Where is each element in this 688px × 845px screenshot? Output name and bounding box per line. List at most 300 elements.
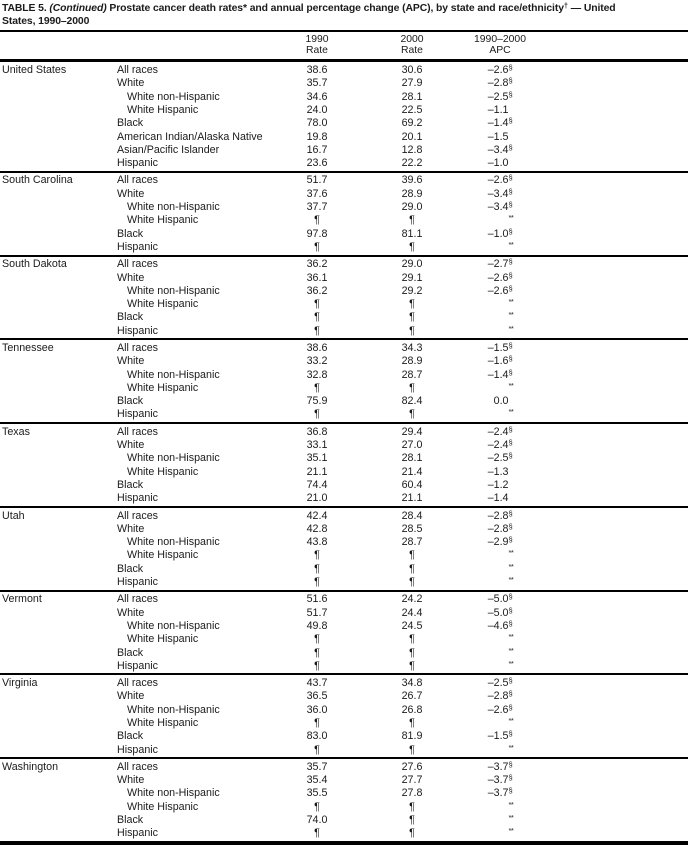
rate-1990-value: 34.6 (306, 90, 328, 103)
header-rate-2000 (355, 35, 469, 57)
apc-value (469, 174, 531, 186)
rate-1990-value: 49.8 (306, 619, 328, 632)
table-row (0, 536, 688, 549)
apc-value (469, 408, 531, 420)
apc-marker: § (508, 367, 513, 377)
table-row (0, 438, 688, 451)
race-label: Hispanic (117, 324, 158, 337)
table-row (0, 800, 688, 813)
rate-2000-value: 27.0 (401, 439, 423, 452)
state-label: Vermont (2, 593, 42, 606)
apc-value (469, 342, 531, 354)
apc-value (469, 466, 531, 478)
apc-value (469, 369, 531, 381)
rate-2000-value: 27.9 (401, 77, 423, 90)
table-row (0, 103, 688, 116)
apc-marker: § (508, 729, 513, 739)
rate-1990-value: 43.7 (306, 677, 328, 690)
race-label: White (117, 774, 145, 787)
apc-marker: § (508, 438, 513, 448)
header-rate-1990-year: 1990 (305, 33, 329, 45)
table-title-line2: States, 1990–2000 (2, 15, 90, 27)
race-label: All races (117, 677, 158, 690)
rate-1990-value: 36.8 (306, 425, 328, 438)
rate-2000-value: 28.1 (401, 452, 423, 465)
apc-value (469, 690, 531, 702)
header-apc (469, 35, 531, 57)
race-label: All races (117, 64, 158, 77)
table-row (0, 341, 688, 354)
rate-2000-value: 28.7 (401, 536, 423, 549)
rate-1990-value: 75.9 (306, 395, 328, 408)
rate-2000-value: 34.8 (401, 677, 423, 690)
apc-value (469, 536, 531, 548)
rate-2000-value: 21.4 (401, 465, 423, 478)
apc-marker: § (508, 535, 513, 545)
table-row (0, 562, 688, 575)
header-rate-1990-label: Rate (306, 44, 328, 56)
table-row (0, 522, 688, 535)
state-section (0, 173, 688, 255)
apc-number: –2.4 (487, 439, 509, 452)
race-label: White non-Hispanic (127, 703, 220, 716)
rate-2000-value: 39.6 (401, 174, 423, 187)
table-title-line1 (2, 3, 686, 16)
race-label: White (117, 271, 145, 284)
table-row (0, 368, 688, 381)
apc-marker: ** (508, 380, 514, 390)
rate-1990-value: 33.1 (306, 439, 328, 452)
table-title-continued: (Continued) (49, 3, 107, 14)
rate-2000-value: 34.3 (401, 341, 423, 354)
rate-2000-value: 28.1 (401, 90, 423, 103)
table-row (0, 619, 688, 632)
race-label: Black (117, 311, 144, 324)
apc-number: –4.6 (487, 619, 509, 632)
apc-number: –1.4 (487, 492, 509, 505)
rate-1990-value: ¶ (314, 576, 320, 589)
rate-1990-value: 37.7 (306, 201, 328, 214)
race-label: White (117, 187, 145, 200)
rate-2000-value: ¶ (409, 381, 415, 394)
rate-1990-value: 32.8 (306, 368, 328, 381)
apc-marker: § (508, 354, 513, 364)
race-label: Black (117, 562, 144, 575)
race-label: White Hispanic (127, 633, 199, 646)
table-row (0, 355, 688, 368)
header-apc-range: 1990–2000 (473, 33, 526, 45)
rate-2000-value: 81.1 (401, 227, 423, 240)
rate-1990-value: 97.8 (306, 227, 328, 240)
state-label: Tennessee (2, 341, 54, 354)
rate-2000-value: 27.6 (401, 760, 423, 773)
apc-marker: ** (508, 239, 514, 249)
rate-2000-value: 26.7 (401, 690, 423, 703)
apc-value (469, 510, 531, 522)
race-label: Hispanic (117, 157, 158, 170)
apc-value (469, 607, 531, 619)
table-row (0, 659, 688, 672)
rate-1990-value: 36.1 (306, 271, 328, 284)
apc-marker: § (508, 592, 513, 602)
apc-marker: § (508, 618, 513, 628)
rate-1990-value: 38.6 (306, 64, 328, 77)
rate-2000-value: ¶ (409, 324, 415, 337)
state-label: Virginia (2, 677, 38, 690)
apc-value (469, 704, 531, 716)
apc-value (469, 814, 531, 826)
rate-1990-value: 16.7 (306, 143, 328, 156)
apc-value (469, 647, 531, 659)
rate-1990-value: 43.8 (306, 536, 328, 549)
apc-marker: § (508, 773, 513, 783)
rate-1990-value: ¶ (314, 827, 320, 840)
rate-2000-value: ¶ (409, 633, 415, 646)
table-row (0, 760, 688, 773)
race-label: Hispanic (117, 408, 158, 421)
apc-value (469, 744, 531, 756)
apc-number: –2.5 (487, 90, 509, 103)
state-label: Utah (2, 509, 25, 522)
apc-marker: ** (508, 742, 514, 752)
apc-number: –3.7 (487, 787, 509, 800)
state-section (0, 340, 688, 422)
rate-2000-value: 29.1 (401, 271, 423, 284)
apc-value (469, 787, 531, 799)
rate-1990-value: ¶ (314, 633, 320, 646)
rate-1990-value: 33.2 (306, 355, 328, 368)
apc-marker: ** (508, 297, 514, 307)
rate-2000-value: 28.9 (401, 187, 423, 200)
rate-1990-value: ¶ (314, 562, 320, 575)
apc-value (469, 576, 531, 588)
rate-1990-value: 35.1 (306, 452, 328, 465)
apc-marker: § (508, 424, 513, 434)
dagger-footnote-mark: † (563, 1, 568, 10)
rate-2000-value: ¶ (409, 814, 415, 827)
table-bottom-rule (0, 841, 688, 845)
race-label: All races (117, 760, 158, 773)
table-row (0, 575, 688, 588)
table-title-tail: — United (567, 3, 616, 14)
race-label: Hispanic (117, 827, 158, 840)
race-label: Hispanic (117, 659, 158, 672)
table-title-body: Prostate cancer death rates* and annual percentage change (APC), by state and race/ethnicity (106, 3, 564, 14)
race-label: Black (117, 395, 144, 408)
apc-marker: § (508, 257, 513, 267)
apc-number: –2.5 (487, 677, 509, 690)
apc-value (469, 188, 531, 200)
apc-value (469, 201, 531, 213)
race-label: All races (117, 425, 158, 438)
apc-value (469, 492, 531, 504)
race-label: Asian/Pacific Islander (117, 143, 220, 156)
apc-number: –1.0 (487, 227, 509, 240)
apc-value (469, 677, 531, 689)
apc-value (469, 131, 531, 143)
state-label: South Dakota (2, 258, 67, 271)
apc-number: –3.7 (487, 774, 509, 787)
apc-value (469, 479, 531, 491)
apc-marker: ** (508, 813, 514, 823)
table-row (0, 395, 688, 408)
apc-number: –2.6 (487, 703, 509, 716)
rate-1990-value: 51.6 (306, 593, 328, 606)
apc-value (469, 660, 531, 672)
apc-marker: § (508, 340, 513, 350)
table-row (0, 200, 688, 213)
race-label: White (117, 439, 145, 452)
rate-2000-value: ¶ (409, 408, 415, 421)
apc-marker: § (508, 173, 513, 183)
apc-value (469, 325, 531, 337)
apc-marker: § (508, 786, 513, 796)
rate-1990-value: ¶ (314, 311, 320, 324)
table-row (0, 156, 688, 169)
state-section (0, 424, 688, 506)
race-label: White non-Hispanic (127, 619, 220, 632)
apc-marker: ** (508, 799, 514, 809)
table-row (0, 143, 688, 156)
apc-number: –1.3 (487, 465, 509, 478)
rate-2000-value: ¶ (409, 646, 415, 659)
rate-1990-value: ¶ (314, 646, 320, 659)
race-label: White Hispanic (127, 381, 199, 394)
apc-number: 0.0 (493, 395, 509, 408)
rate-1990-value: ¶ (314, 214, 320, 227)
apc-value (469, 761, 531, 773)
race-label: White non-Hispanic (127, 90, 220, 103)
apc-value (469, 355, 531, 367)
race-label: Hispanic (117, 240, 158, 253)
apc-value (469, 258, 531, 270)
apc-marker: ** (508, 310, 514, 320)
race-label: Black (117, 646, 144, 659)
table-row (0, 492, 688, 505)
apc-marker: § (508, 759, 513, 769)
header-rate-2000-label: Rate (401, 44, 423, 56)
table-row (0, 452, 688, 465)
apc-number: –1.5 (487, 341, 509, 354)
race-label: White Hispanic (127, 298, 199, 311)
apc-marker: ** (508, 561, 514, 571)
rate-1990-value: 36.5 (306, 690, 328, 703)
rate-2000-value: ¶ (409, 549, 415, 562)
header-rate-2000-year: 2000 (400, 33, 424, 45)
race-label: White Hispanic (127, 717, 199, 729)
apc-number: –2.6 (487, 64, 509, 77)
rate-1990-value: 42.4 (306, 509, 328, 522)
apc-number: –1.5 (487, 130, 509, 143)
apc-number: –3.4 (487, 143, 509, 156)
apc-number: –2.8 (487, 522, 509, 535)
state-section (0, 508, 688, 590)
apc-number: –1.2 (487, 478, 509, 491)
rate-1990-value: ¶ (314, 324, 320, 337)
apc-number: –2.5 (487, 452, 509, 465)
rate-2000-value: ¶ (409, 311, 415, 324)
rate-2000-value: 29.4 (401, 425, 423, 438)
apc-marker: ** (508, 645, 514, 655)
table-row (0, 606, 688, 619)
race-label: White Hispanic (127, 103, 199, 116)
race-label: White non-Hispanic (127, 452, 220, 465)
race-label: White (117, 355, 145, 368)
rate-1990-value: 83.0 (306, 730, 328, 743)
rate-1990-value: 24.0 (306, 103, 328, 116)
apc-value (469, 426, 531, 438)
rate-2000-value: 27.7 (401, 774, 423, 787)
table-row (0, 676, 688, 689)
apc-value (469, 593, 531, 605)
apc-marker: ** (508, 716, 514, 725)
rate-2000-value: 29.0 (401, 258, 423, 271)
apc-number: –3.4 (487, 201, 509, 214)
apc-value (469, 298, 531, 310)
rate-1990-value: 35.7 (306, 77, 328, 90)
apc-marker: § (508, 76, 513, 86)
apc-marker: ** (508, 548, 514, 558)
rate-1990-value: 42.8 (306, 522, 328, 535)
table-body (0, 62, 688, 841)
race-label: White (117, 606, 145, 619)
table-row (0, 716, 688, 729)
apc-marker: § (508, 676, 513, 686)
apc-number: –2.8 (487, 509, 509, 522)
rate-1990-value: ¶ (314, 717, 320, 729)
apc-value (469, 620, 531, 632)
rate-2000-value: 24.4 (401, 606, 423, 619)
rate-2000-value: ¶ (409, 800, 415, 813)
rate-2000-value: 24.5 (401, 619, 423, 632)
table-row (0, 324, 688, 337)
race-label: White Hispanic (127, 549, 199, 562)
rate-2000-value: 20.1 (401, 130, 423, 143)
table-row (0, 227, 688, 240)
apc-marker: § (508, 283, 513, 293)
table-title-label: TABLE 5. (2, 3, 50, 14)
race-label: Black (117, 227, 144, 240)
apc-marker: § (508, 186, 513, 196)
table-row (0, 63, 688, 76)
apc-marker: ** (508, 826, 514, 836)
rate-2000-value: ¶ (409, 576, 415, 589)
apc-value (469, 452, 531, 464)
table-row (0, 77, 688, 90)
rate-2000-value: 69.2 (401, 117, 423, 130)
rate-1990-value: 19.8 (306, 130, 328, 143)
table-row (0, 478, 688, 491)
rate-2000-value: 22.2 (401, 157, 423, 170)
rate-2000-value: ¶ (409, 298, 415, 311)
race-label: White non-Hispanic (127, 201, 220, 214)
rate-2000-value: 22.5 (401, 103, 423, 116)
state-section (0, 592, 688, 674)
table-row (0, 130, 688, 143)
table-row (0, 425, 688, 438)
rate-2000-value: 29.0 (401, 201, 423, 214)
apc-number: –1.6 (487, 355, 509, 368)
apc-value (469, 717, 531, 729)
apc-marker: ** (508, 632, 514, 642)
apc-value (469, 774, 531, 786)
table-row (0, 633, 688, 646)
header-rate-1990 (279, 35, 355, 57)
rate-1990-value: 37.6 (306, 187, 328, 200)
table-row (0, 284, 688, 297)
apc-marker: § (508, 89, 513, 99)
table-row (0, 297, 688, 310)
rate-2000-value: ¶ (409, 659, 415, 672)
apc-marker: § (508, 226, 513, 236)
race-label: White (117, 522, 145, 535)
apc-value (469, 523, 531, 535)
rate-1990-value: 23.6 (306, 157, 328, 170)
apc-marker: § (508, 702, 513, 712)
rate-2000-value: 81.9 (401, 730, 423, 743)
rate-1990-value: ¶ (314, 659, 320, 672)
race-label: All races (117, 174, 158, 187)
rate-2000-value: 30.6 (401, 64, 423, 77)
apc-value (469, 144, 531, 156)
state-section (0, 257, 688, 339)
table-row (0, 214, 688, 227)
rate-1990-value: 74.0 (306, 814, 328, 827)
apc-value (469, 241, 531, 253)
table-row (0, 703, 688, 716)
apc-value (469, 827, 531, 839)
rate-1990-value: ¶ (314, 549, 320, 562)
rate-2000-value: 28.7 (401, 368, 423, 381)
apc-value (469, 214, 531, 226)
table-row (0, 774, 688, 787)
apc-value (469, 91, 531, 103)
apc-number: –2.9 (487, 536, 509, 549)
table-row (0, 240, 688, 253)
apc-value (469, 801, 531, 813)
apc-number: –1.0 (487, 157, 509, 170)
table-row (0, 381, 688, 394)
apc-number: –1.4 (487, 368, 509, 381)
rate-1990-value: 38.6 (306, 341, 328, 354)
rate-2000-value: ¶ (409, 562, 415, 575)
rate-2000-value: 29.2 (401, 284, 423, 297)
table-row (0, 509, 688, 522)
rate-2000-value: 12.8 (401, 143, 423, 156)
apc-number: –5.0 (487, 593, 509, 606)
rate-2000-value: 27.8 (401, 787, 423, 800)
rate-1990-value: ¶ (314, 298, 320, 311)
table-row (0, 690, 688, 703)
race-label: White non-Hispanic (127, 284, 220, 297)
rate-1990-value: 21.0 (306, 492, 328, 505)
apc-number: –5.0 (487, 606, 509, 619)
apc-marker: § (508, 116, 513, 126)
apc-value (469, 382, 531, 394)
apc-value (469, 272, 531, 284)
table-title (0, 0, 688, 30)
rate-1990-value: ¶ (314, 381, 320, 394)
race-label: White Hispanic (127, 800, 199, 813)
race-label: All races (117, 509, 158, 522)
apc-value (469, 104, 531, 116)
apc-marker: § (508, 200, 513, 210)
rate-1990-value: ¶ (314, 408, 320, 421)
apc-number: –2.6 (487, 174, 509, 187)
apc-marker: ** (508, 407, 514, 417)
apc-marker: § (508, 508, 513, 518)
rate-1990-value: 35.5 (306, 787, 328, 800)
